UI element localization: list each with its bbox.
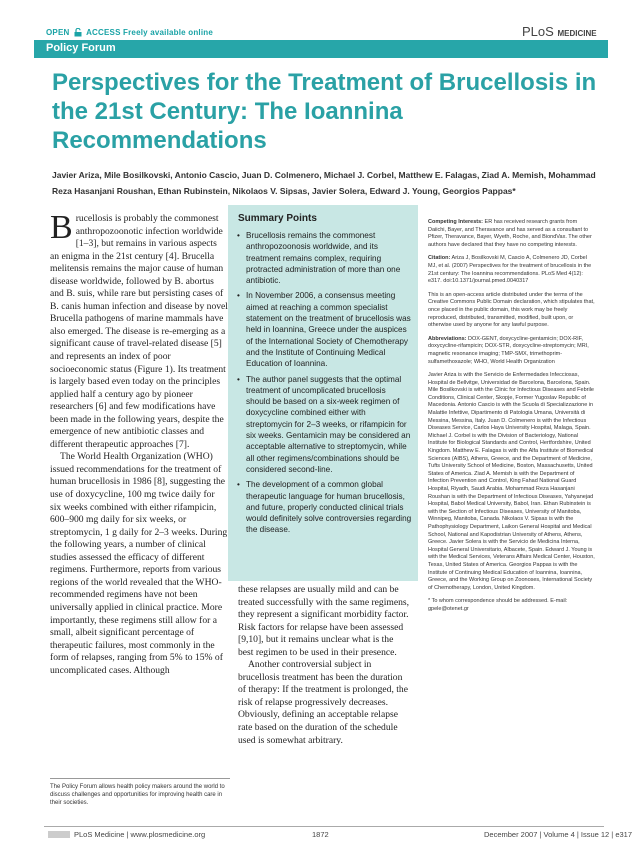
abbreviations: Abbreviations: DOX-GENT, doxycycline-gentamicin; DOX-RIF, doxycycline-rifampicin; DOX-STR, doxycycline-streptomycin; MRI, magnetic resonance imaging; TMP-SMX, trimethoprim-sulfamethoxazole; WHO, World Health Organization <box>428 335 589 365</box>
footer-issue: December 2007 | Volume 4 | Issue 12 | e317 <box>484 830 633 839</box>
footer-divider <box>44 826 604 827</box>
summary-heading: Summary Points <box>238 213 317 224</box>
intro-paragraph: Brucellosis is probably the commonest anthropozoonotic infection worldwide [1–3], but remains in various aspects an enigma in the 21st century [4]. Brucella melitensis remains the major cause of human disease worldwide, followed by B. abortus and B. suis, while rare but persisting cases of B. canis human infection and disease by novel Brucella pathogens of marine mammals have also emerged. The disease is re-emerging as a significant cause of travel-related disease [5] and represents an index of poor socioeconomic status (Figure 1). Its treatment is largely based even today on the principles applied half a century ago by pioneer researchers [6] and few modifications have been made in the following years, despite the emergence of new antibiotic classes and different therapeutic approaches [7]. <box>50 209 228 450</box>
article-info-column <box>428 219 596 620</box>
license-text: This is an open-access article distributed under the terms of the Creative Commons Public Domain declaration, which stipulates that, once placed in the public domain, this work may be freely reproduced, distributed, transmitted, modified, built upon, or otherwise used by anyone for any lawful purpose. <box>428 291 595 329</box>
article-title: Perspectives for the Treatment of Brucellosis in the 21st Century: The Ioannina Recommendations <box>52 69 597 154</box>
summary-point: • Brucellosis remains the commonest anthropozoonosis worldwide, and its treatment remains complex, requiring protracted administration of more than one antibiotic. <box>236 230 412 286</box>
summary-list <box>236 230 412 540</box>
plos-logo-icon <box>48 831 70 838</box>
body-column-left <box>50 209 228 677</box>
relapse-paragraph: these relapses are usually mild and can be treated successfully with the same regimens, they represent a significant morbidity factor. Risk factors for relapse have been assessed [9,10], but it remains unclear what is the best regimen to be used in their presence. <box>238 584 410 658</box>
summary-point: • The development of a common global therapeutic language for human brucellosis, and future, properly conducted clinical trials would definitely solve controversies regarding the disease. <box>236 479 412 535</box>
section-bar <box>34 40 608 58</box>
page-number: 1872 <box>312 830 329 839</box>
policy-forum-note: The Policy Forum allows health policy makers around the world to discuss challenges and opportunities for improving health care in their societies. <box>50 784 225 806</box>
footnote-divider <box>50 778 230 779</box>
footer-journal: PLoS Medicine | www.plosmedicine.org <box>48 830 205 839</box>
duration-paragraph: Another controversial subject in brucellosis treatment has been the duration of therapy: If the treatment is prolonged, the risk of relapse progressively decreases. Obviously, defining an acceptable relapse rate based on the duration of the schedule used is somewhat arbitrary. <box>238 659 408 746</box>
open-lock-icon <box>74 28 82 37</box>
summary-points-box <box>228 205 418 581</box>
correspondence: * To whom correspondence should be addressed. E-mail: gpele@otenet.gr <box>428 598 568 612</box>
summary-point: • In November 2006, a consensus meeting aimed at reaching a common specialist statement on the treatment of brucellosis was held in Ioannina, Greece under the auspices of the International Society of Chemotherapy and the Institute of Continuing Medical Education of Ioannina. <box>236 290 412 369</box>
drop-cap: B <box>50 209 73 246</box>
author-list: Javier Ariza, Mile Bosilkovski, Antonio Cascio, Juan D. Colmenero, Michael J. Corbel, Matthew E. Falagas, Ziad A. Memish, Mohammad Reza Hasanjani Roushan, Ethan Rubinstein, Nikolaos V. Sipsas, Javier Solera, Edward J. Young, Georgios Pappas* <box>52 170 596 196</box>
competing-interests: Competing Interests: ER has received research grants from Daiichi, Bayer, and Theravance and has served as a consultant to Pfizer, Theravance, Bayer, Wyeth, Roche, and BiondVax. The other authors have declared that they have no competing interests. <box>428 219 592 248</box>
citation: Citation: Ariza J, Bosilkovski M, Cascio A, Colmenero JD, Corbel MJ, et al. (2007) Perspectives for the treatment of brucellosis in the 21st century: The Ioannina recommendations. PLoS Med 4(12): e317. doi:10.1371/journal.pmed.0040317 <box>428 255 592 285</box>
section-label: Policy Forum <box>46 42 116 54</box>
open-access-badge: OPEN ACCESS Freely available online <box>46 28 213 37</box>
journal-logo: PLoS MEDICINE <box>522 24 597 39</box>
summary-point: • The author panel suggests that the optimal treatment of uncomplicated brucellosis should be based on a six-week regimen of doxycycline combined either with streptomycin for 2–3 weeks, or rifampicin for six weeks. Gentamicin may be considered an acceptable alternative to streptomycin, while all other regimens/combinations should be considered second-line. <box>236 374 412 476</box>
body-column-middle <box>238 584 410 747</box>
affiliations: Javier Ariza is with the Servicio de Enfermedades Infecciosas, Hospital de Bellvitge, Universidad de Barcelona, Barcelona, Spain. Mile Bosilkovski is with the Clinic for Infectious Diseases and Febrile Conditions, Clinical Center, Skopje, Former Yugoslav Republic of Macedonia. Antonio Cascio is with the Scuola di Specializzazione in Malattie Infettive, Dipartimento di Patologia Umana, Università di Messina, Messina, Italy. Juan D. Colmenero is with the Infectious Diseases Service, Carlos Haya University Hospital, Malaga, Spain. Michael J. Corbel is with the Division of Bacteriology, National Institute for Biological Standards and Control, Hertfordshire, United Kingdom. Matthew E. Falagas is with the Alfa Institute of Biomedical Sciences (AIBS), Athens, Greece, and the Department of Medicine, Tufts University School of Medicine, Boston, Massachusetts, United States of America. Ziad A. Memish is with the Department of Infection Prevention and Control, King Fahad National Guard Hospital, Riyadh, Saudi Arabia. Mohammad Reza Hasanjani Roushan is with the Department of Infectious Diseases, Yahyanejad Hospital, Babol Medical University, Babol, Iran. Ethan Rubinstein is with the Section of Infectious Diseases, University of Manitoba, Winnipeg, Manitoba, Canada. Nikolaos V. Sipsas is with the Pathophysiology Department, Laikon General Hospital and Medical School, National and Kapodistrian University of Athens, Athens, Greece. Javier Solera is with the Servicio de Medicina Interna, Hospital General Universitario, Albacete, Spain. Edward J. Young is with the Medical Services, Veterans Affairs Medical Center, Houston, Texas, United States of America. Georgios Pappas is with the Institute of Continuing Medical Education of Ioannina, Ioannina, Greece, and the Working Group on Zoonoses, International Society of Chemotherapy, London, United Kingdom. <box>428 372 595 591</box>
who-paragraph: The World Health Organization (WHO) issued recommendations for the treatment of human brucellosis in 1986 [8], suggesting the use of doxycycline, 100 mg twice daily for six weeks combined with either rifampicin, 600–900 mg daily for six weeks, or streptomycin, 1 g daily for 2–3 weeks. During the following years, a number of clinical studies assessed the efficacy of different regimens. Furthermore, reports from various regions of the world revealed that the WHO-recommended regimens have not been universally applied in clinical practice. More importantly, these regimens still allow for a small, albeit significant percentage of therapeutic failures, most commonly in the form of relapses, ranging from 5% to 15% of uncomplicated cases. Although <box>50 451 228 676</box>
